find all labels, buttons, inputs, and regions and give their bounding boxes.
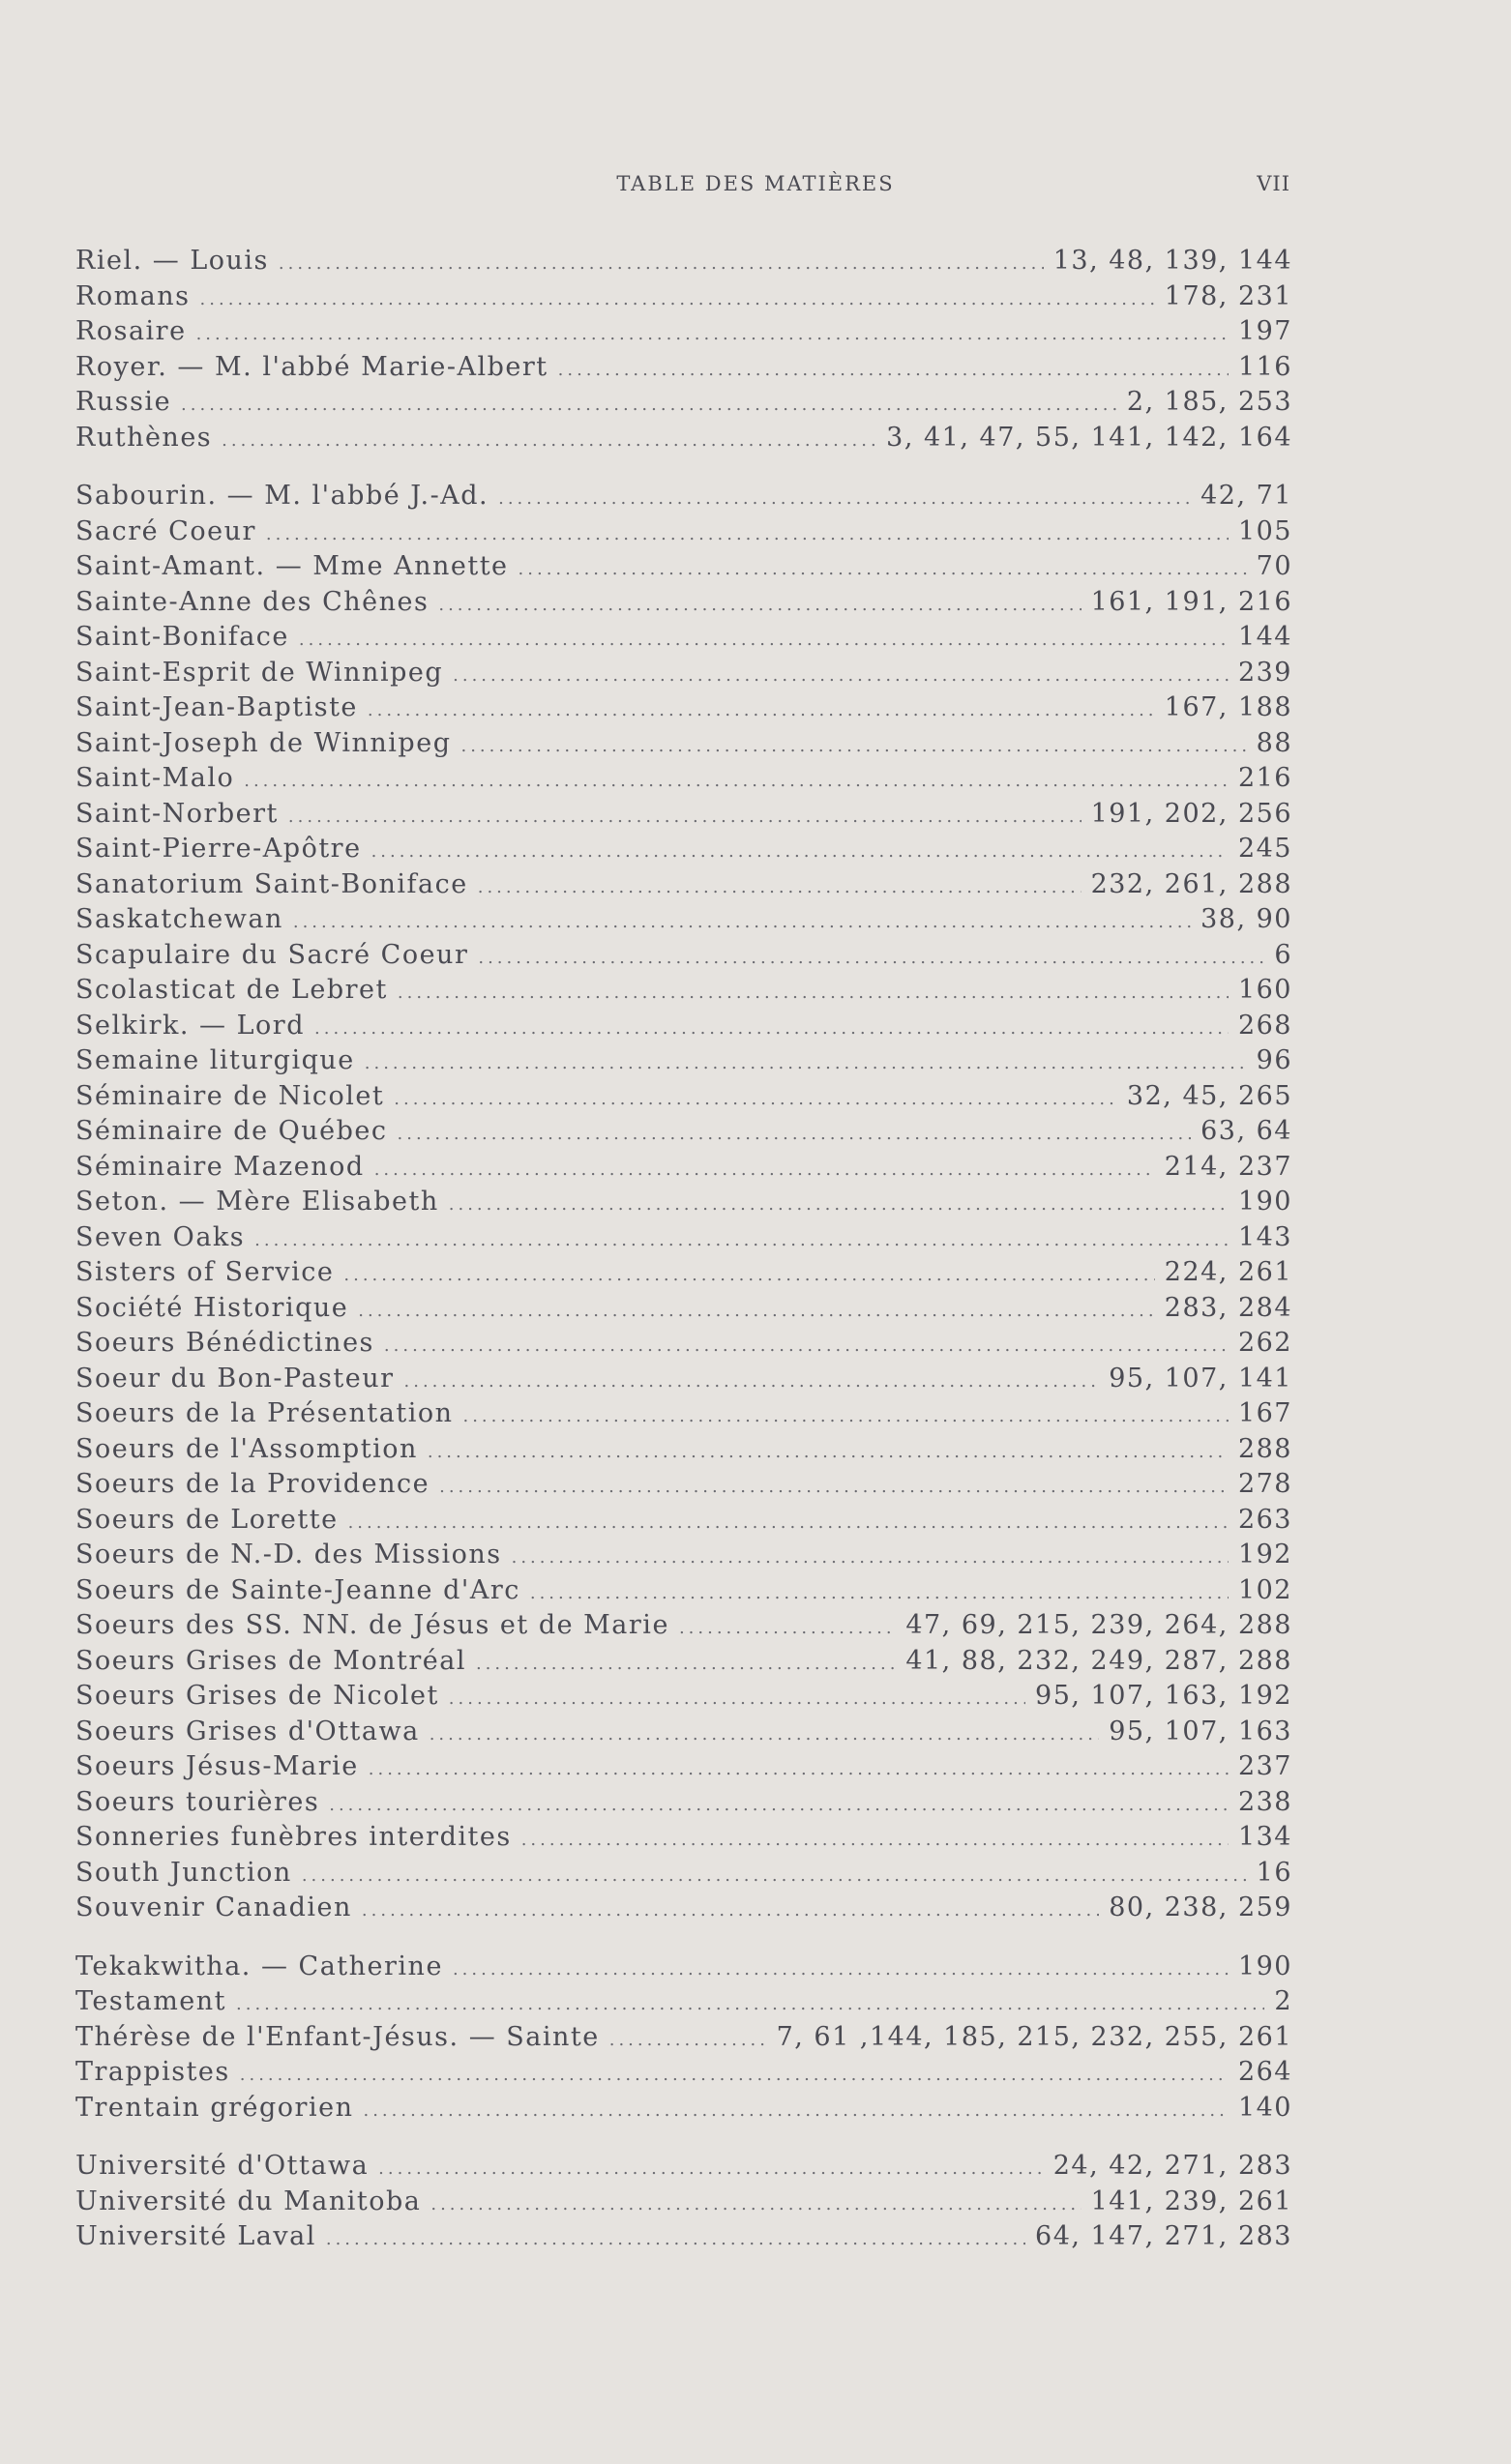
entry-pages: 214, 237 [1164, 1151, 1292, 1182]
entry-pages: 192 [1237, 1540, 1292, 1569]
entry-term: Seton. — Mère Elisabeth [75, 1187, 439, 1217]
index-entry [75, 2186, 1292, 2222]
entry-term: Thérèse de l'Enfant-Jésus. — Sainte [75, 2021, 600, 2052]
index-entry [75, 1986, 1292, 2022]
entry-term: Sainte-Anne des Chênes [75, 586, 430, 617]
dot-leader [460, 736, 1246, 756]
dot-leader [453, 665, 1229, 686]
index-entry [75, 1951, 1292, 1987]
entry-pages: 245 [1237, 834, 1292, 864]
index-entry [75, 516, 1292, 552]
dot-leader [438, 595, 1081, 615]
entry-term: Sanatorium Saint-Boniface [75, 868, 468, 899]
index-entry [75, 834, 1292, 869]
dot-leader [362, 1900, 1099, 1921]
index-entry [75, 1610, 1292, 1646]
index-entry [75, 1751, 1292, 1787]
entry-term: Saint-Joseph de Winnipeg [75, 727, 452, 758]
entry-term: Royer. — M. l'abbé Marie-Albert [75, 351, 548, 382]
entry-term: Soeurs de N.-D. des Missions [75, 1540, 502, 1569]
index-group [75, 2151, 1292, 2257]
dot-leader [374, 1159, 1155, 1180]
entry-pages: 191, 202, 256 [1090, 798, 1292, 829]
dot-leader [181, 395, 1117, 415]
entry-term: Saskatchewan [75, 904, 283, 934]
entry-pages: 88 [1256, 727, 1292, 758]
dot-leader [430, 2194, 1081, 2215]
entry-pages: 24, 42, 271, 283 [1052, 2151, 1292, 2181]
entry-term: Saint-Boniface [75, 622, 289, 652]
entry-pages: 96 [1256, 1045, 1292, 1075]
entry-term: Scolasticat de Lebret [75, 975, 388, 1005]
entry-term: Soeurs Grises d'Ottawa [75, 1716, 420, 1746]
dot-leader [343, 1265, 1154, 1285]
entry-term: Soeurs Jésus-Marie [75, 1751, 359, 1781]
dot-leader [478, 877, 1081, 897]
index-entry [75, 1469, 1292, 1505]
entry-pages: 278 [1237, 1469, 1292, 1499]
entry-term: Sonneries funèbres interdites [75, 1822, 512, 1852]
index-group [75, 481, 1292, 1928]
entry-pages: 263 [1237, 1504, 1292, 1535]
entry-pages: 42, 71 [1200, 481, 1292, 511]
dot-leader [288, 807, 1081, 827]
index-entry [75, 622, 1292, 658]
index-entry [75, 1787, 1292, 1823]
entry-term: Trentain grégorien [75, 2092, 354, 2123]
entry-pages: 47, 69, 215, 239, 264, 288 [905, 1610, 1292, 1640]
index-entry [75, 1822, 1292, 1858]
entry-pages: 80, 238, 259 [1109, 1892, 1292, 1922]
index-entry [75, 1222, 1292, 1258]
entry-term: Ruthènes [75, 422, 213, 453]
entry-pages: 232, 261, 288 [1090, 868, 1292, 899]
dot-leader [609, 2030, 767, 2050]
index-entry [75, 423, 1292, 458]
index-group [75, 246, 1292, 457]
index-entry [75, 1293, 1292, 1329]
entry-pages: 64, 147, 271, 283 [1035, 2221, 1292, 2251]
index-entry [75, 1540, 1292, 1575]
entry-term: Université d'Ottawa [75, 2151, 370, 2181]
index-entry [75, 352, 1292, 388]
index-entry [75, 2022, 1292, 2058]
dot-leader [449, 1688, 1025, 1709]
dot-leader [404, 1371, 1100, 1392]
entry-term: Saint-Malo [75, 763, 235, 793]
entry-pages: 95, 107, 163 [1109, 1716, 1292, 1746]
index-entry [75, 316, 1292, 352]
entry-term: Russie [75, 387, 172, 417]
dot-leader [358, 1301, 1155, 1321]
entry-term: Soeurs tourières [75, 1786, 320, 1817]
dot-leader [200, 289, 1155, 309]
dot-leader [369, 1759, 1229, 1779]
entry-term: Sisters of Service [75, 1257, 335, 1287]
dot-leader [384, 1335, 1229, 1356]
entry-pages: 239 [1237, 657, 1292, 688]
dot-leader [478, 948, 1264, 968]
dot-leader [314, 1018, 1229, 1039]
index-entry [75, 1575, 1292, 1611]
dot-leader [299, 630, 1229, 650]
entry-term: Société Historique [75, 1292, 349, 1323]
entry-pages: 134 [1237, 1822, 1292, 1852]
index-entry [75, 1045, 1292, 1081]
index-entry [75, 1505, 1292, 1540]
entry-term: Testament [75, 1986, 227, 2016]
entry-term: Soeurs Grises de Nicolet [75, 1681, 439, 1711]
index-entry [75, 1011, 1292, 1046]
entry-pages: 167 [1237, 1398, 1292, 1428]
entry-pages: 3, 41, 47, 55, 141, 142, 164 [886, 422, 1292, 453]
entry-pages: 7, 61 ,144, 185, 215, 232, 255, 261 [776, 2021, 1292, 2052]
entry-term: Souvenir Canadien [75, 1892, 352, 1922]
index-entry [75, 1858, 1292, 1893]
entry-pages: 38, 90 [1200, 904, 1292, 934]
index-entry [75, 692, 1292, 728]
entry-term: Séminaire Mazenod [75, 1151, 365, 1182]
index-entry [75, 2093, 1292, 2128]
page-number: VII [1257, 172, 1290, 195]
index-entry [75, 869, 1292, 905]
index-entry [75, 1328, 1292, 1364]
dot-leader [476, 1654, 896, 1674]
entry-pages: 161, 191, 216 [1090, 586, 1292, 617]
entry-term: Semaine liturgique [75, 1045, 355, 1075]
entry-term: Saint-Amant. — Mme Annette [75, 551, 509, 581]
page-header [0, 172, 1511, 201]
index-entry [75, 481, 1292, 516]
entry-pages: 262 [1237, 1328, 1292, 1358]
entry-term: Soeurs Bénédictines [75, 1328, 374, 1358]
entry-pages: 32, 45, 265 [1126, 1080, 1292, 1111]
entry-term: Saint-Norbert [75, 798, 279, 829]
entry-pages: 2, 185, 253 [1126, 387, 1292, 417]
dot-leader [236, 1994, 1264, 2014]
entry-pages: 178, 231 [1164, 280, 1292, 311]
index-entry [75, 728, 1292, 764]
entry-pages: 283, 284 [1164, 1292, 1292, 1323]
entry-pages: 190 [1237, 1187, 1292, 1217]
index-entry [75, 1187, 1292, 1222]
dot-leader [222, 430, 876, 451]
entry-pages: 102 [1237, 1574, 1292, 1605]
entry-pages: 216 [1237, 763, 1292, 793]
dot-leader [244, 771, 1229, 791]
dot-leader [439, 1477, 1229, 1497]
entry-pages: 237 [1237, 1751, 1292, 1781]
entry-pages: 143 [1237, 1221, 1292, 1252]
entry-pages: 238 [1237, 1786, 1292, 1817]
index-entry [75, 551, 1292, 587]
index-entry [75, 1398, 1292, 1434]
entry-term: Séminaire de Québec [75, 1116, 388, 1146]
entry-term: Soeur du Bon-Pasteur [75, 1363, 395, 1393]
dot-leader [462, 1406, 1228, 1426]
index-entry [75, 387, 1292, 423]
dot-leader [398, 1124, 1192, 1144]
entry-pages: 70 [1256, 551, 1292, 581]
entry-term: Riel. — Louis [75, 246, 269, 276]
entry-pages: 41, 88, 232, 249, 287, 288 [905, 1645, 1292, 1676]
dot-leader [196, 324, 1229, 344]
entry-term: Romans [75, 280, 191, 311]
index-entry [75, 1434, 1292, 1470]
dot-leader [394, 1089, 1117, 1109]
running-title: TABLE DES MATIÈRES [616, 172, 895, 195]
entry-pages: 264 [1237, 2057, 1292, 2087]
dot-leader [365, 1053, 1247, 1073]
entry-pages: 224, 261 [1164, 1257, 1292, 1287]
dot-leader [254, 1230, 1229, 1250]
entry-pages: 116 [1237, 351, 1292, 382]
index-entry [75, 799, 1292, 835]
entry-pages: 95, 107, 141 [1109, 1363, 1292, 1393]
index-entry [75, 2151, 1292, 2186]
index-entry [75, 1716, 1292, 1752]
entry-term: Sacré Coeur [75, 515, 256, 546]
entry-term: Soeurs des SS. NN. de Jésus et de Marie [75, 1610, 669, 1640]
entry-term: Soeurs Grises de Montréal [75, 1645, 466, 1676]
dot-leader [498, 488, 1191, 509]
index-entry [75, 658, 1292, 693]
index-entry [75, 587, 1292, 623]
dot-leader [329, 1795, 1229, 1815]
entry-pages: 63, 64 [1200, 1116, 1292, 1146]
index-entry [75, 975, 1292, 1011]
entry-pages: 105 [1237, 515, 1292, 546]
entry-pages: 197 [1237, 316, 1292, 346]
entry-term: Trappistes [75, 2057, 230, 2087]
entry-pages: 6 [1274, 939, 1292, 970]
dot-leader [378, 2158, 1044, 2179]
dot-leader [530, 1583, 1229, 1603]
entry-term: Soeurs de Lorette [75, 1504, 339, 1535]
index-entry [75, 281, 1292, 317]
entry-term: Selkirk. — Lord [75, 1010, 305, 1041]
entry-pages: 13, 48, 139, 144 [1052, 246, 1292, 276]
index-entry [75, 246, 1292, 281]
dot-leader [679, 1618, 896, 1638]
dot-leader [326, 2229, 1025, 2249]
index-list [75, 246, 1292, 2280]
entry-pages: 190 [1237, 1951, 1292, 1981]
index-entry [75, 2221, 1292, 2257]
entry-pages: 288 [1237, 1433, 1292, 1464]
index-entry [75, 1892, 1292, 1928]
entry-term: Saint-Esprit de Winnipeg [75, 657, 444, 688]
dot-leader [398, 983, 1229, 1003]
dot-leader [240, 2065, 1229, 2085]
entry-term: Université du Manitoba [75, 2185, 422, 2216]
entry-term: Séminaire de Nicolet [75, 1080, 385, 1111]
entry-pages: 95, 107, 163, 192 [1035, 1681, 1292, 1711]
dot-leader [293, 912, 1191, 932]
index-group [75, 1951, 1292, 2128]
index-entry [75, 1152, 1292, 1188]
index-entry [75, 1364, 1292, 1399]
index-entry [75, 1681, 1292, 1716]
entry-term: South Junction [75, 1857, 292, 1888]
dot-leader [368, 700, 1155, 720]
entry-pages: 16 [1256, 1857, 1292, 1888]
dot-leader [428, 1442, 1229, 1462]
entry-term: Université Laval [75, 2221, 316, 2251]
entry-term: Soeurs de la Providence [75, 1469, 430, 1499]
entry-pages: 2 [1274, 1986, 1292, 2016]
dot-leader [266, 524, 1229, 544]
dot-leader [302, 1865, 1247, 1886]
entry-term: Scapulaire du Sacré Coeur [75, 939, 469, 970]
entry-pages: 167, 188 [1164, 692, 1292, 722]
entry-term: Tekakwitha. — Catherine [75, 1951, 443, 1981]
dot-leader [449, 1194, 1229, 1215]
dot-leader [371, 841, 1229, 862]
entry-term: Soeurs de la Présentation [75, 1398, 454, 1428]
entry-term: Soeurs de Sainte-Jeanne d'Arc [75, 1574, 520, 1605]
index-entry [75, 940, 1292, 976]
dot-leader [348, 1512, 1229, 1533]
entry-term: Sabourin. — M. l'abbé J.-Ad. [75, 481, 489, 511]
index-entry [75, 1081, 1292, 1117]
entry-pages: 141, 239, 261 [1090, 2185, 1292, 2216]
entry-pages: 144 [1237, 622, 1292, 652]
entry-pages: 160 [1237, 975, 1292, 1005]
dot-leader [558, 360, 1229, 380]
entry-pages: 268 [1237, 1010, 1292, 1041]
dot-leader [430, 1724, 1100, 1745]
dot-leader [279, 253, 1044, 274]
entry-term: Rosaire [75, 316, 187, 346]
dot-leader [512, 1547, 1229, 1568]
entry-pages: 140 [1237, 2092, 1292, 2123]
dot-leader [518, 559, 1247, 579]
entry-term: Saint-Jean-Baptiste [75, 692, 358, 722]
index-entry [75, 763, 1292, 799]
dot-leader [521, 1830, 1229, 1850]
entry-term: Seven Oaks [75, 1221, 246, 1252]
entry-term: Saint-Pierre-Apôtre [75, 834, 362, 864]
index-entry [75, 1646, 1292, 1682]
index-entry [75, 1116, 1292, 1152]
entry-term: Soeurs de l'Assomption [75, 1433, 418, 1464]
index-entry [75, 2057, 1292, 2093]
index-entry [75, 1257, 1292, 1293]
index-entry [75, 904, 1292, 940]
dot-leader [363, 2100, 1228, 2121]
dot-leader [453, 1959, 1229, 1980]
